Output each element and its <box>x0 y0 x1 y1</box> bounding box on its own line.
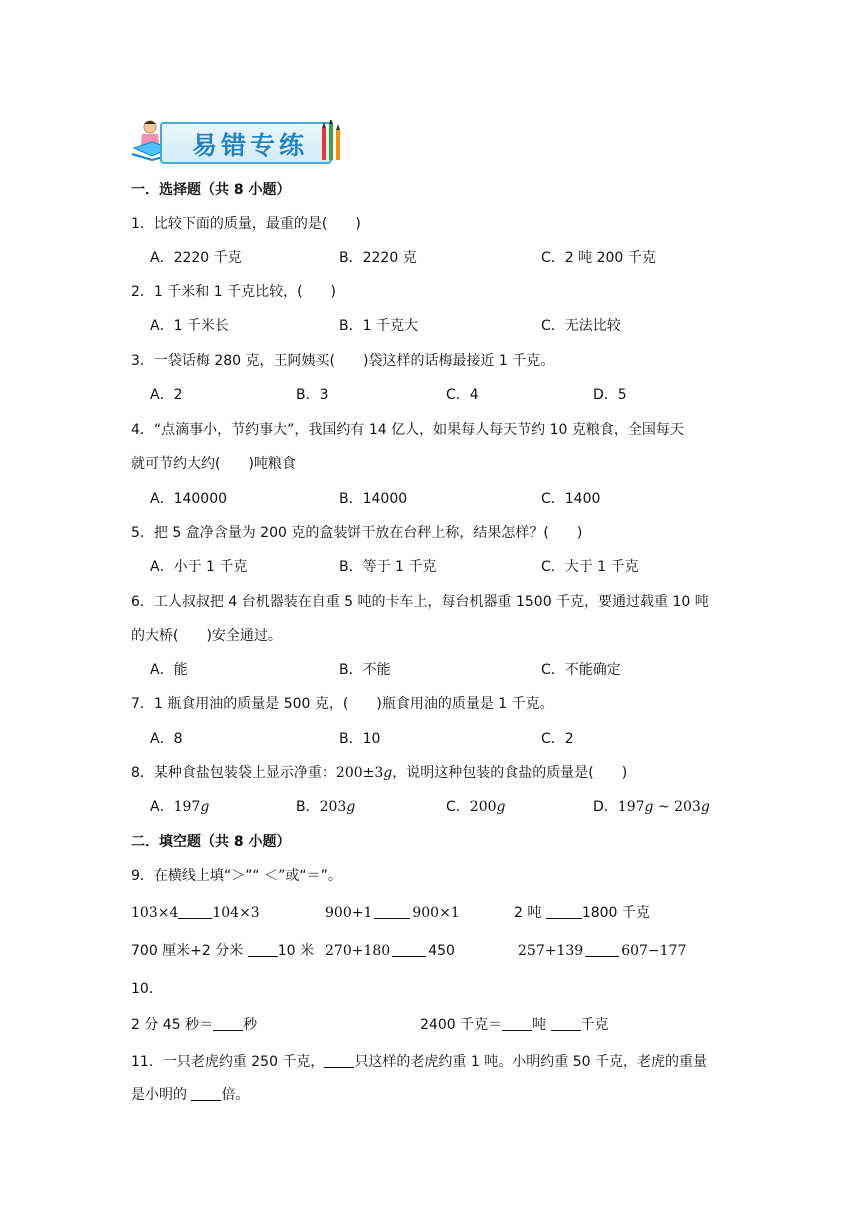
question-11-line-2 <box>131 1085 249 1105</box>
answer-blank[interactable] <box>213 1016 243 1031</box>
question-4-line-1: 4．“点滴事小，节约事大”，我国约有 14 亿人，如果每人每天节约 10 克粮食，全国每天 <box>131 422 684 438</box>
question-text: 5．把 5 盒净含量为 200 克的盒装饼干放在台秤上称，结果怎样？( <box>131 525 549 541</box>
q9-item-4 <box>131 941 314 961</box>
answer-blank[interactable] <box>502 1016 532 1031</box>
expression-right: 104×3 <box>212 905 260 921</box>
question-3 <box>131 351 554 371</box>
question-text: 7．1 瓶食用油的质量是 500 克，( <box>131 696 349 712</box>
question-text: 只这样的老虎约重 1 吨。小明约重 50 千克，老虎的重量 <box>354 1054 707 1070</box>
q2-option-a: A．1 千米长 <box>150 318 229 334</box>
q2-option-c: C．无法比较 <box>541 318 621 334</box>
q6-option-b: B．不能 <box>339 662 391 678</box>
q7-option-b: B．10 <box>339 731 381 747</box>
q4-option-a: A．140000 <box>150 491 228 507</box>
question-text: 11．一只老虎约重 250 千克， <box>131 1054 325 1070</box>
q3-option-b: B．3 <box>296 387 329 403</box>
question-6-line-2 <box>131 626 282 646</box>
question-10: 10． <box>131 981 163 997</box>
question-text: 的大桥( <box>131 628 179 644</box>
q7-option-a: A．8 <box>150 731 183 747</box>
q3-option-c: C．4 <box>446 387 479 403</box>
option-label: A． <box>150 799 174 815</box>
answer-blank[interactable] <box>178 904 212 919</box>
question-1 <box>131 214 361 234</box>
expression-left: 257+139 <box>518 943 584 959</box>
question-text: 3．一袋话梅 280 克，王阿姨买( <box>131 353 335 369</box>
q4-option-c: C．1400 <box>541 491 601 507</box>
option-value: 197 <box>173 799 201 815</box>
q1-option-a: A．2220 千克 <box>150 250 242 266</box>
answer-blank[interactable] <box>551 1016 581 1031</box>
option-label: B． <box>296 799 320 815</box>
question-11-line-1 <box>131 1052 707 1072</box>
gram-unit: g <box>200 799 210 815</box>
question-text: 是小明的 <box>131 1087 192 1103</box>
q2-option-b: B．1 千克大 <box>339 318 418 334</box>
banner-logo <box>130 118 344 164</box>
answer-blank[interactable] <box>374 904 410 919</box>
q8-option-c <box>446 797 505 817</box>
question-text: 2 分 45 秒＝ <box>131 1017 214 1033</box>
question-text: 倍。 <box>221 1087 250 1103</box>
option-value: 200 <box>469 799 497 815</box>
answer-blank[interactable] <box>248 942 278 957</box>
answer-blank[interactable] <box>392 942 426 957</box>
q9-item-2 <box>325 903 460 923</box>
question-tail: ) <box>621 765 628 781</box>
question-9: 9．在横线上填“＞”“ ＜”或“＝”。 <box>131 868 342 884</box>
expression-left: 270+180 <box>325 943 391 959</box>
q10-item-2 <box>420 1015 609 1035</box>
expression-left: 700 厘米+2 分米 <box>131 943 244 959</box>
question-6-line-1: 6．工人叔叔把 4 台机器装在自重 5 吨的卡车上，每台机器重 1500 千克，要通过载重 10 吨 <box>131 594 709 610</box>
q8-option-d <box>593 797 710 817</box>
q8-option-a <box>150 797 209 817</box>
question-text: 8．某种食盐包装袋上显示净重： <box>131 765 336 781</box>
banner-title: 易错专练 <box>192 131 309 160</box>
question-tail: )瓶食用油的质量是 1 千克。 <box>376 696 554 712</box>
question-text: 就可节约大约( <box>131 456 221 472</box>
q1-option-b: B．2220 克 <box>339 250 417 266</box>
unit-label: 千克 <box>580 1017 609 1033</box>
question-tail: ) <box>355 216 361 232</box>
question-text: 1．比较下面的质量，最重的是( <box>131 216 328 232</box>
gram-unit: g <box>700 799 710 815</box>
answer-blank[interactable] <box>546 904 582 919</box>
answer-blank[interactable] <box>324 1053 354 1068</box>
answer-blank[interactable] <box>191 1086 221 1101</box>
question-text: 2400 千克＝ <box>420 1017 503 1033</box>
q5-option-a: A．小于 1 千克 <box>150 559 248 575</box>
q8-option-b <box>296 797 355 817</box>
option-label: D． <box>593 799 618 815</box>
q6-option-a: A．能 <box>150 662 188 678</box>
q9-item-1 <box>131 903 260 923</box>
gram-unit: g <box>346 799 356 815</box>
q9-item-5 <box>325 941 455 961</box>
expression-right: 900×1 <box>412 905 460 921</box>
option-label: C． <box>446 799 470 815</box>
net-weight-expression: 200±3 <box>335 765 384 781</box>
question-8 <box>131 763 627 783</box>
expression-left: 900+1 <box>325 905 373 921</box>
option-value: 203 <box>674 799 701 815</box>
question-tail: ) <box>330 284 337 300</box>
q7-option-c: C．2 <box>541 731 574 747</box>
q9-item-6 <box>518 941 686 961</box>
question-text-after: ，说明这种包装的食盐的质量是( <box>392 765 594 781</box>
expression-right: 450 <box>428 943 455 959</box>
question-2 <box>131 282 336 302</box>
question-7 <box>131 694 554 714</box>
question-5 <box>131 523 582 543</box>
gram-unit: g <box>644 799 654 815</box>
question-text: 2．1 千米和 1 千克比较，( <box>131 284 303 300</box>
gram-unit: g <box>496 799 506 815</box>
range-separator: ~ <box>653 799 675 815</box>
expression-right: 607−177 <box>621 943 687 959</box>
expression-left: 2 吨 <box>514 905 542 921</box>
section-heading-choice: 一．选择题（共 8 小题） <box>131 182 291 198</box>
q3-option-a: A．2 <box>150 387 183 403</box>
expression-right: 1800 千克 <box>581 905 650 921</box>
expression-left: 103×4 <box>131 905 179 921</box>
q10-item-1 <box>131 1015 257 1035</box>
option-value: 197 <box>617 799 645 815</box>
answer-blank[interactable] <box>585 942 619 957</box>
option-value: 203 <box>319 799 347 815</box>
q4-option-b: B．14000 <box>339 491 408 507</box>
gram-unit: g <box>383 765 393 781</box>
q9-item-3 <box>514 903 650 923</box>
question-tail: )吨粮食 <box>248 456 296 472</box>
unit-label: 秒 <box>243 1017 258 1033</box>
expression-right: 10 米 <box>277 943 314 959</box>
question-4-line-2 <box>131 454 296 474</box>
section-heading-fill: 二．填空题（共 8 小题） <box>131 834 291 850</box>
unit-label: 吨 <box>532 1017 547 1033</box>
question-tail: )安全通过。 <box>206 628 282 644</box>
q3-option-d: D．5 <box>593 387 627 403</box>
q5-option-c: C．大于 1 千克 <box>541 559 639 575</box>
q1-option-c: C．2 吨 200 千克 <box>541 250 656 266</box>
question-tail: ) <box>576 525 583 541</box>
q5-option-b: B．等于 1 千克 <box>339 559 437 575</box>
question-tail: )袋这样的话梅最接近 1 千克。 <box>363 353 555 369</box>
q6-option-c: C．不能确定 <box>541 662 621 678</box>
pencils-icon <box>320 120 342 164</box>
